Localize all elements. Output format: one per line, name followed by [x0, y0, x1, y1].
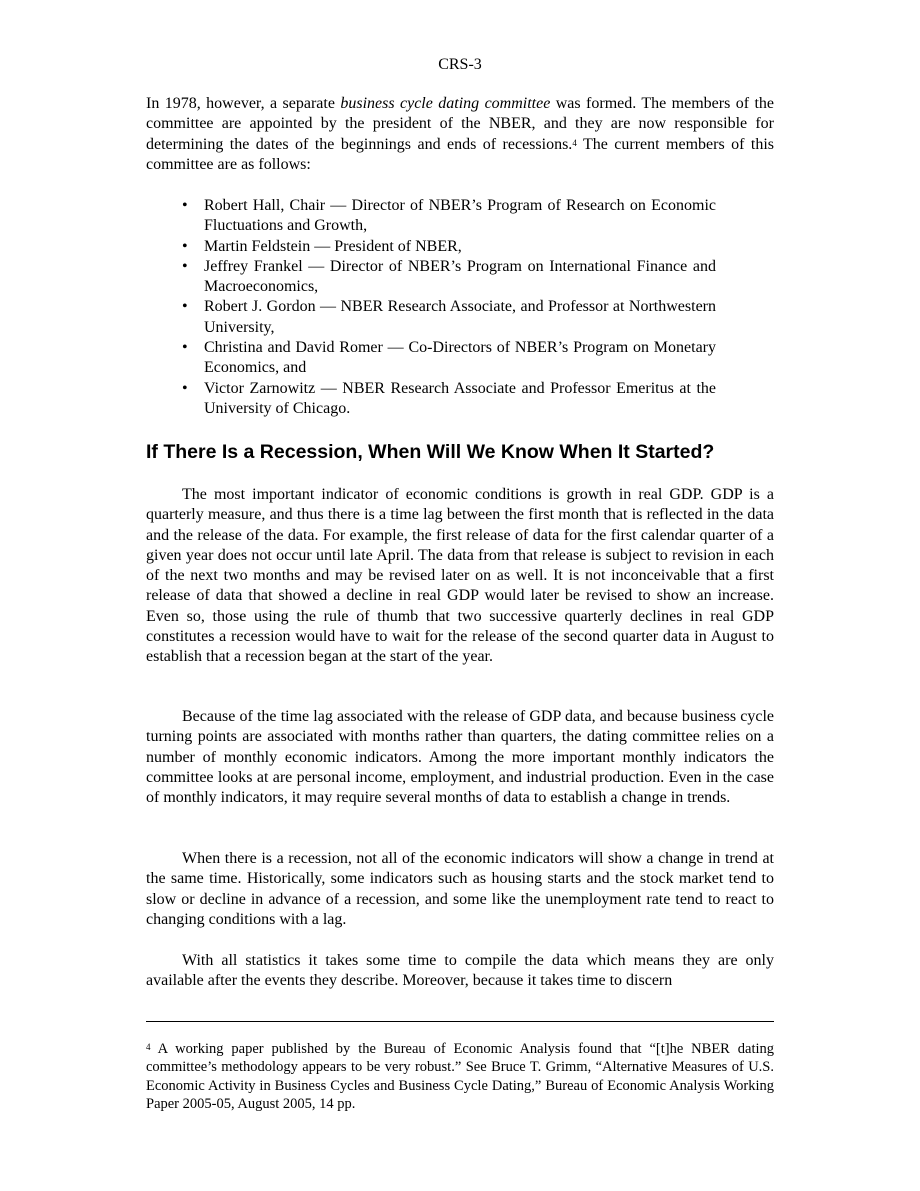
body-paragraph-monthly-indicators: Because of the time lag associated with the release of GDP data, and because business cycle turning points are associated with months rather than quarters, the dating committee relies on a number of monthly economic indicators. Among the more important monthly indicators the committee looks at are personal income, employment, and industrial production. Even in the case of monthly indicators, it may require several months of data to establish a change in trends.: [146, 708, 774, 807]
member-text: Robert Hall, Chair — Director of NBER’s Program of Research on Economic Fluctuations and Growth,: [204, 197, 716, 235]
body-paragraph-gdp: The most important indicator of economic conditions is growth in real GDP. GDP is a quarterly measure, and thus there is a time lag between the first month that is reflected in the data and the release of the data. For example, the first release of data for the first calendar quarter of a given year does not occur until late April. The data from that release is subject to revision in each of the next two months and may be revised later on as well. It is not inconceivable that a first release of data that showed a decline in real GDP would later be revised to show an increase. Even so, those using the rule of thumb that two successive quarterly declines in real GDP constitutes a recession would have to wait for the release of the second quarter data in August to establish that a recession began at the start of the year.: [146, 486, 774, 666]
intro-paragraph: [146, 94, 774, 175]
intro-text-start: In 1978, however, a separate: [146, 95, 341, 112]
bullet-icon: •: [182, 298, 188, 316]
footnote: [146, 1040, 774, 1114]
list-item: [182, 379, 716, 420]
list-item: [182, 237, 716, 257]
bullet-icon: •: [182, 237, 188, 255]
member-text: Victor Zarnowitz — NBER Research Associate and Professor Emeritus at the University of Chicago.: [204, 379, 716, 417]
page-number: CRS-3: [438, 56, 482, 73]
intro-italic-term: business cycle dating committee: [340, 95, 551, 112]
list-item: [182, 257, 716, 298]
footnote-reference[interactable]: 4: [572, 137, 577, 148]
member-text: Jeffrey Frankel — Director of NBER’s Program on International Finance and Macroeconomics,: [204, 257, 716, 296]
bullet-icon: •: [182, 197, 188, 214]
footnote-divider: [146, 1021, 774, 1022]
list-item: [182, 196, 716, 237]
bullet-icon: •: [182, 339, 188, 357]
member-text: Christina and David Romer — Co-Directors of NBER’s Program on Monetary Economics, and: [204, 339, 716, 377]
section-heading: If There Is a Recession, When Will We Know When It Started?: [146, 441, 715, 463]
footnote-text: A working paper published by the Bureau of Economic Analysis found that “[t]he NBER dating committee’s methodology appears to be very robust.” See Bruce T. Grimm, “Alternative Measures of U.S. Economic Activity in Business Cycles and Business Cycle Dating,” Bureau of Economic Analysis Working Paper 2005-05, August 2005, 14 pp.: [146, 1041, 774, 1113]
committee-member-list: [182, 196, 716, 419]
member-text: Martin Feldstein — President of NBER,: [204, 237, 462, 255]
footnote-marker: 4: [146, 1042, 151, 1052]
intro-text-middle: was formed. The members of the committee are appointed by the president of the NBER, and they are now responsible for determining the dates of the beginnings and ends of recessions.: [146, 95, 775, 153]
bullet-icon: •: [182, 257, 188, 275]
body-paragraph-statistics-lag: With all statistics it takes some time to compile the data which means they are only available after the events they describe. Moreover, because it takes time to discern: [146, 952, 774, 990]
member-text: Robert J. Gordon — NBER Research Associate, and Professor at Northwestern University,: [204, 298, 716, 336]
intro-text-end: The current members of this committee are as follows:: [146, 135, 775, 173]
list-item: [182, 297, 716, 338]
bullet-icon: •: [182, 379, 188, 397]
list-item: [182, 338, 716, 379]
body-paragraph-indicator-timing: When there is a recession, not all of the economic indicators will show a change in trend at the same time. Historically, some indicators such as housing starts and the stock market tend to slow or decline in advance of a recession, and some like the unemployment rate tend to react to changing conditions with a lag.: [146, 850, 774, 928]
